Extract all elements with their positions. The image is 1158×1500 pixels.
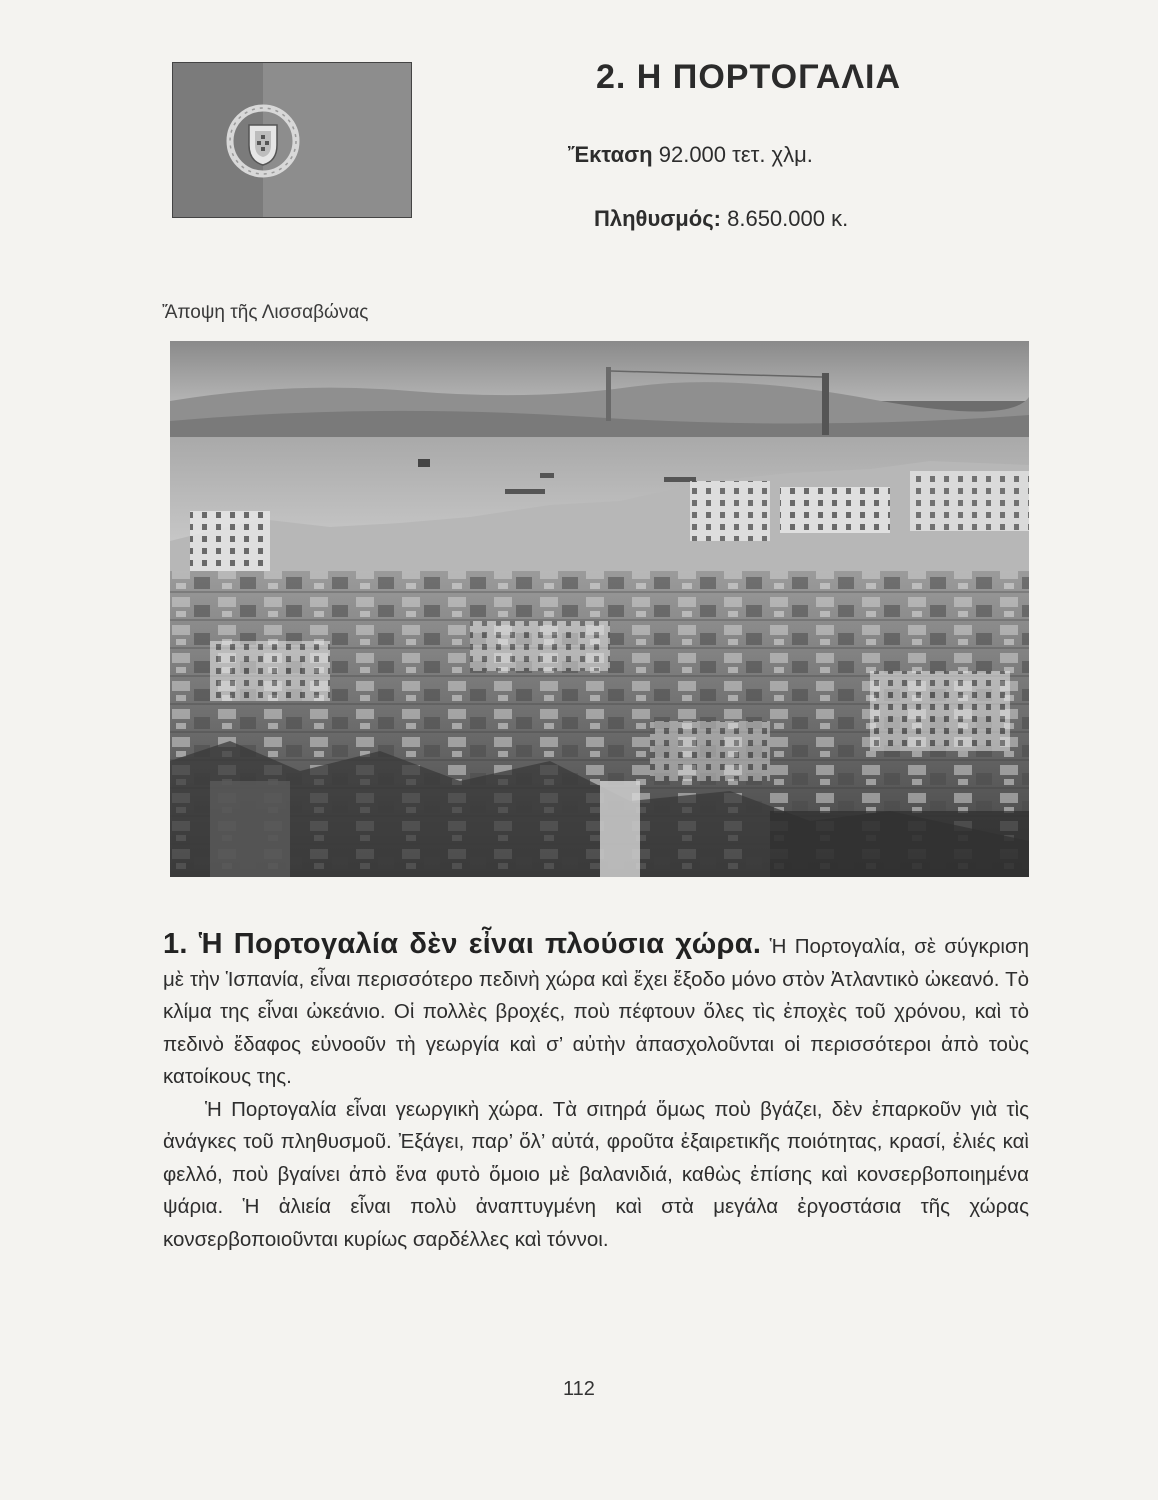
coat-of-arms-icon <box>213 91 313 191</box>
population-label: Πληθυσμός: <box>594 206 721 231</box>
chapter-title: 2. Η ΠΟΡΤΟΓΑΛΙΑ <box>596 58 902 96</box>
lisbon-cityscape <box>170 341 1029 877</box>
area-label: Ἔκταση <box>568 142 653 167</box>
body-text <box>163 928 1029 1256</box>
paragraph-1-text: Ἡ Πορτογαλία, σὲ σύγκριση μὲ τὴν Ἱσπανία, εἶναι περισσότερο πεδινὴ χώρα καὶ ἔχει ἔξοδο μόνο στὸν Ἀτλαντικὸ ὠκεανό. Τὸ κλίμα της εἶναι ὠκεάνιο. Οἱ πολλὲς βροχές, ποὺ πέφτουν ὅλες τὶς ἐποχὲς τοῦ χρόνου, καὶ τὸ πεδινὸ ἔδαφος εὐνοοῦν τὴ γεωργία καὶ σ’ αὐτὴν ἀπασχολοῦνται οἱ περισσότεροι ἀπὸ τοὺς κατοίκους της. <box>163 935 1030 1088</box>
portugal-flag-icon <box>172 62 412 218</box>
paragraph-1 <box>163 928 1029 1094</box>
population-value: 8.650.000 κ. <box>727 206 849 231</box>
paragraph-2: Ἡ Πορτογαλία εἶναι γεωργικὴ χώρα. Τὰ σιτηρά ὅμως ποὺ βγάζει, δὲν ἐπαρκοῦν γιὰ τὶς ἀνάγκες τοῦ πληθυσμοῦ. Ἐξάγει, παρ’ ὅλ’ αὐτά, φροῦτα ἐξαιρετικῆς ποιότητας, κρασί, ἐλιές καὶ φελλό, ποὺ βγαίνει ἀπὸ ἕνα φυτὸ ὅμοιο μὲ βαλανιδιά, καθὼς ἐπίσης καὶ κονσερβοποιημένα ψάρια. Ἡ ἁλιεία εἶναι πολὺ ἀναπτυγμένη καὶ στὰ μεγάλα ἐργοστάσια τῆς χώρας κονσερβοποιοῦνται κυρίως σαρδέλλες καὶ τόννοι. <box>163 1097 1029 1251</box>
section-heading: 1. Ἡ Πορτογαλία δὲν εἶναι πλούσια χώρα. <box>163 928 762 960</box>
population-stat <box>594 206 848 232</box>
lisbon-photo-icon <box>170 341 1029 877</box>
area-value: 92.000 τετ. χλμ. <box>658 142 813 167</box>
area-stat <box>568 142 813 168</box>
page-number: 112 <box>563 1378 595 1400</box>
photo-caption: Ἄποψη τῆς Λισσαβώνας <box>162 302 369 323</box>
